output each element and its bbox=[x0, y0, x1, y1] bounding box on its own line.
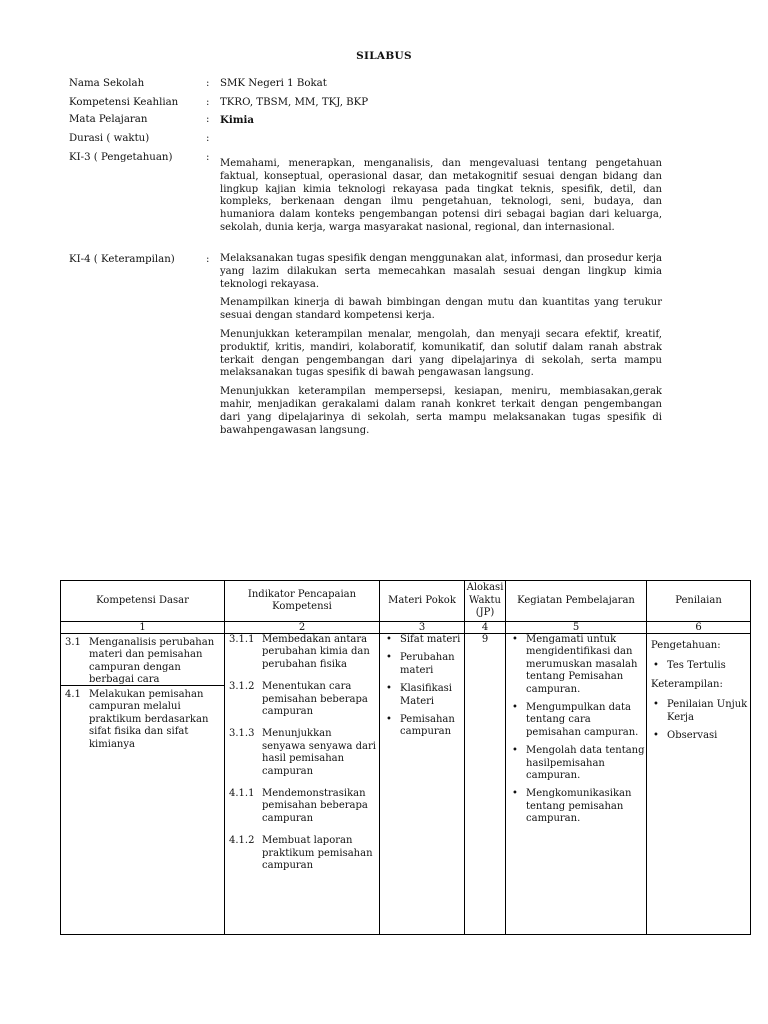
info-label: KI-4 ( Keterampilan) bbox=[69, 254, 175, 265]
kegiatan-item: • Mengkomunikasikan tentang pemisahan campuran. bbox=[526, 788, 646, 825]
column-header: Kegiatan Pembelajaran bbox=[506, 581, 647, 622]
alokasi-waktu-cell: 9 bbox=[465, 634, 506, 935]
indikator-text: Menunjukkan senyawa senyawa dari hasil pemisahan campuran bbox=[262, 728, 376, 777]
kegiatan-list bbox=[506, 634, 646, 826]
indikator-item bbox=[225, 728, 379, 778]
document-title: SILABUS bbox=[356, 50, 412, 62]
info-value: SMK Negeri 1 Bokat bbox=[220, 78, 327, 89]
indikator-number: 3.1.1 bbox=[229, 634, 255, 645]
column-number: 2 bbox=[225, 622, 380, 634]
penilaian-item: • Tes Tertulis bbox=[667, 660, 750, 672]
penilaian-pengetahuan-label: Pengetahuan: bbox=[651, 640, 721, 651]
penilaian-keterampilan-label: Keterampilan: bbox=[651, 678, 723, 690]
column-number: 1 bbox=[61, 622, 225, 634]
penilaian-pengetahuan-list bbox=[647, 660, 750, 672]
info-colon: : bbox=[206, 97, 210, 108]
ki4-paragraph: Menampilkan kinerja di bawah bimbingan dengan mutu dan kuantitas yang terukur sesuai dengan standard kompetensi kerja. bbox=[220, 297, 662, 322]
column-header: Materi Pokok bbox=[380, 581, 465, 622]
indikator-item bbox=[225, 634, 379, 671]
info-label: Durasi ( waktu) bbox=[69, 133, 150, 144]
indikator-number: 4.1.2 bbox=[229, 835, 255, 847]
indikator-text: Membedakan antara perubahan kimia dan perubahan fisika bbox=[262, 634, 370, 670]
indikator-item bbox=[225, 835, 379, 872]
column-header: Penilaian bbox=[647, 581, 751, 622]
info-value: Kimia bbox=[220, 114, 254, 126]
indikator-number: 3.1.3 bbox=[229, 728, 255, 740]
kd-number: 4.1 bbox=[65, 689, 81, 700]
column-number: 6 bbox=[647, 622, 751, 634]
ki3-text bbox=[220, 158, 662, 241]
materi-list bbox=[380, 634, 464, 739]
info-label: Mata Pelajaran bbox=[69, 114, 148, 125]
penilaian-item: • Observasi bbox=[667, 730, 750, 742]
info-colon: : bbox=[206, 152, 210, 163]
indikator-text: Menentukan cara pemisahan beberapa campuran bbox=[262, 681, 368, 718]
kegiatan-pembelajaran-cell bbox=[506, 634, 647, 935]
info-colon: : bbox=[206, 78, 210, 89]
kegiatan-item: • Mengumpulkan data tentang cara pemisahan campuran. bbox=[526, 702, 646, 739]
materi-item: • Sifat materi bbox=[400, 634, 464, 646]
indikator-text: Membuat laporan praktikum pemisahan campuran bbox=[262, 835, 373, 872]
silabus-table bbox=[60, 580, 751, 935]
ki4-text bbox=[220, 253, 662, 443]
materi-item: • Pemisahan campuran bbox=[400, 714, 464, 739]
table-header-row bbox=[61, 581, 751, 622]
column-number: 5 bbox=[506, 622, 647, 634]
info-label: Nama Sekolah bbox=[69, 78, 145, 89]
penilaian-cell bbox=[647, 634, 751, 935]
info-colon: : bbox=[206, 133, 210, 144]
kd-text: Menganalisis perubahan materi dan pemisahan campuran dengan berbagai cara bbox=[89, 637, 215, 686]
info-colon: : bbox=[206, 114, 210, 125]
table-row bbox=[61, 634, 751, 935]
info-value: TKRO, TBSM, MM, TKJ, BKP bbox=[220, 97, 369, 108]
kegiatan-item: • Mengolah data tentang hasilpemisahan campuran. bbox=[526, 745, 646, 782]
info-colon: : bbox=[206, 254, 210, 265]
column-header: Indikator Pencapaian Kompetensi bbox=[225, 581, 380, 622]
kd-text: Melakukan pemisahan campuran melalui praktikum berdasarkan sifat fisika dan sifat kimianya bbox=[89, 689, 209, 750]
ki4-paragraph: Menunjukkan keterampilan mempersepsi, kesiapan, meniru, membiasakan,gerak mahir, menjadikan gerakalami dalam ranah konkret terkait dengan pengembangan dari yang dipelajarinya di sekolah, serta mampu melaksanakan tugas spesifik di bawahpengawasan langsung. bbox=[220, 386, 662, 436]
penilaian-item: • Penilaian Unjuk Kerja bbox=[667, 699, 750, 724]
indikator-number: 4.1.1 bbox=[229, 788, 255, 800]
indikator-item bbox=[225, 788, 379, 825]
indikator-text: Mendemonstrasikan pemisahan beberapa campuran bbox=[262, 788, 368, 824]
indikator-number: 3.1.2 bbox=[229, 681, 255, 693]
ki4-paragraph: Melaksanakan tugas spesifik dengan menggunakan alat, informasi, dan prosedur kerja yang lazim dilakukan serta memecahkan masalah sesuai dengan lingkup kimia teknologi rekayasa. bbox=[220, 253, 662, 290]
column-header: Alokasi Waktu (JP) bbox=[465, 581, 506, 622]
kd-number: 3.1 bbox=[65, 637, 81, 648]
column-header: Kompetensi Dasar bbox=[61, 581, 225, 622]
column-number: 3 bbox=[380, 622, 465, 634]
column-number: 4 bbox=[465, 622, 506, 634]
kd-item bbox=[61, 634, 224, 685]
ki3-paragraph: Memahami, menerapkan, menganalisis, dan mengevaluasi tentang pengetahuan faktual, konseptual, operasional dasar, dan metakognitif sesuai dengan bidang dan lingkup kajian kimia teknologi rekayasa pada tingkat teknis, spesifik, detil, dan kompleks, berkenaan dengan ilmu pengetahuan, teknologi, seni, budaya, dan humaniora dalam konteks pengembangan potensi diri sebagai bagian dari keluarga, sekolah, dunia kerja, warga masyarakat nasional, regional, dan internasional. bbox=[220, 158, 662, 233]
table-number-row bbox=[61, 622, 751, 634]
materi-item: • Perubahan materi bbox=[400, 652, 464, 677]
kompetensi-dasar-cell bbox=[61, 634, 225, 935]
indikator-cell bbox=[225, 634, 380, 935]
kd-item bbox=[61, 685, 224, 754]
materi-pokok-cell bbox=[380, 634, 465, 935]
kegiatan-item: • Mengamati untuk mengidentifikasi dan merumuskan masalah tentang Pemisahan campuran. bbox=[526, 634, 646, 696]
info-label: Kompetensi Keahlian bbox=[69, 97, 179, 108]
penilaian-keterampilan-list bbox=[647, 699, 750, 742]
indikator-item bbox=[225, 681, 379, 718]
materi-item: • Klasifikasi Materi bbox=[400, 683, 464, 708]
ki4-paragraph: Menunjukkan keterampilan menalar, mengolah, dan menyaji secara efektif, kreatif, produktif, kritis, mandiri, kolaboratif, komunikatif, dan solutif dalam ranah abstrak terkait dengan pengembangan dari yang dipelajarinya di sekolah, serta mampu melaksanakan tugas spesifik di bawah pengawasan langsung. bbox=[220, 328, 662, 379]
info-label: KI-3 ( Pengetahuan) bbox=[69, 152, 173, 163]
